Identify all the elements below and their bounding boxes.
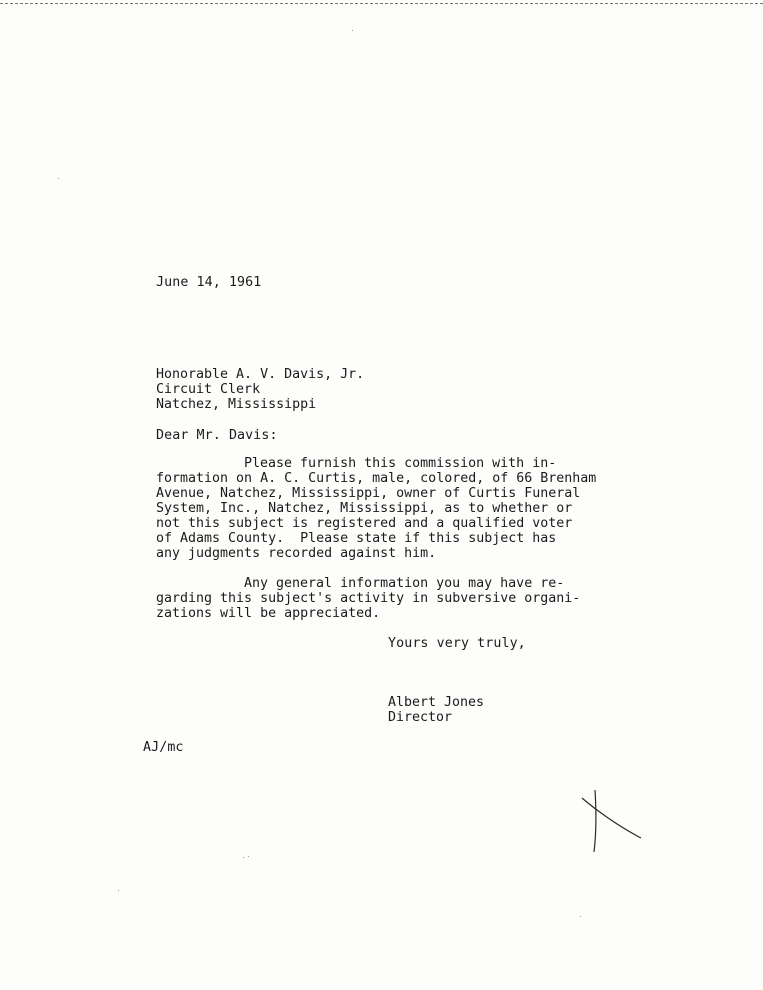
paragraph-line: garding this subject's activity in subversive organi- xyxy=(156,591,581,606)
signer-title: Director xyxy=(388,710,453,725)
paragraph-line: of Adams County. Please state if this subject has xyxy=(156,531,557,546)
paragraph-line: any judgments recorded against him. xyxy=(156,546,437,561)
paragraph-line: Any general information you may have re- xyxy=(244,576,565,591)
recipient-location: Natchez, Mississippi xyxy=(156,397,317,412)
paragraph-line: formation on A. C. Curtis, male, colored, of 66 Brenham xyxy=(156,471,597,486)
paragraph-line: Avenue, Natchez, Mississippi, owner of Curtis Funeral xyxy=(156,486,581,501)
recipient-address xyxy=(156,367,364,412)
salutation: Dear Mr. Davis: xyxy=(156,428,278,443)
paragraph-line: not this subject is registered and a qualified voter xyxy=(156,516,573,531)
paragraph-line: Please furnish this commission with in- xyxy=(244,456,557,471)
paper-speck xyxy=(248,856,249,857)
top-edge-rule xyxy=(0,3,763,4)
letter-date: June 14, 1961 xyxy=(156,275,262,290)
body-paragraph-1 xyxy=(156,456,596,561)
body-paragraph-2 xyxy=(156,576,580,621)
handwritten-mark xyxy=(578,788,648,858)
paper-speck xyxy=(352,30,353,31)
paper-speck xyxy=(580,916,581,917)
paper-speck xyxy=(243,857,244,858)
signature-block xyxy=(388,695,484,725)
reference-initials: AJ/mc xyxy=(143,740,184,755)
recipient-name: Honorable A. V. Davis, Jr. xyxy=(156,367,365,382)
paragraph-line: zations will be appreciated. xyxy=(156,606,381,621)
recipient-title: Circuit Clerk xyxy=(156,382,261,397)
paragraph-line: System, Inc., Natchez, Mississippi, as to whether or xyxy=(156,501,573,516)
closing: Yours very truly, xyxy=(388,636,526,651)
paper-speck xyxy=(58,178,59,179)
signer-name: Albert Jones xyxy=(388,695,485,710)
paper-speck xyxy=(118,890,119,891)
